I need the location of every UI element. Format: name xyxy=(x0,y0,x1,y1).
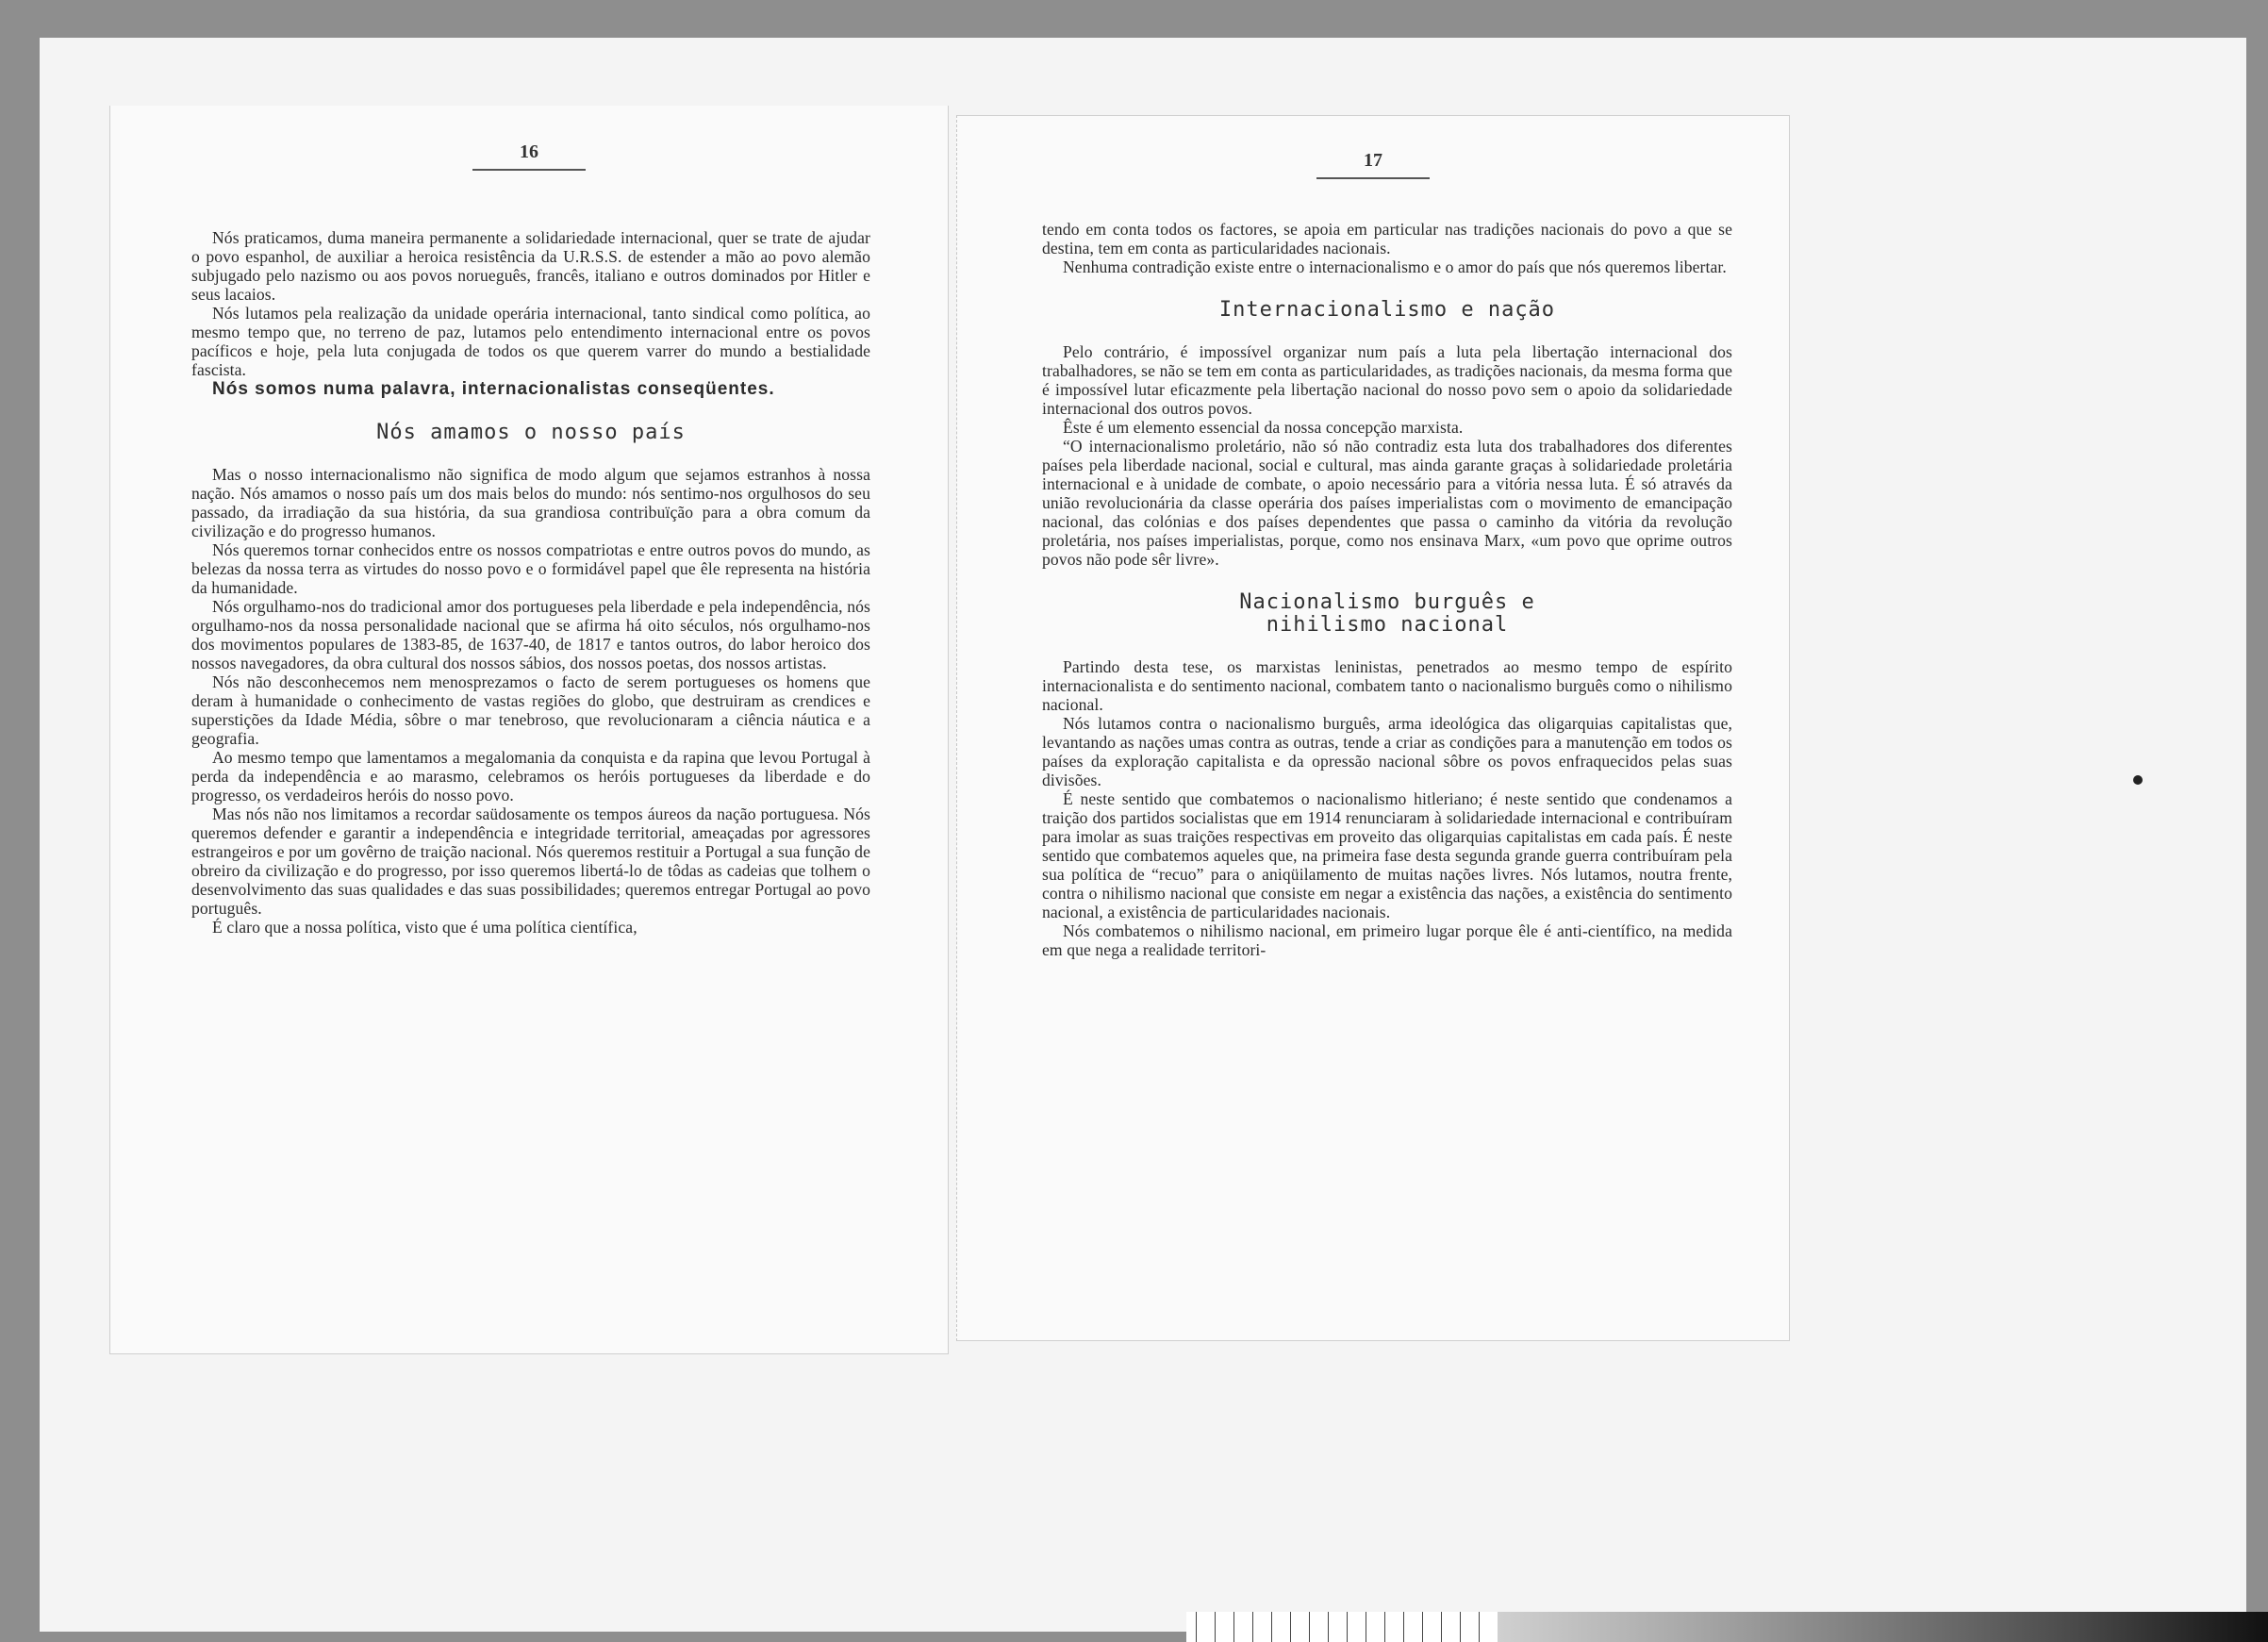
right-s2-paragraph-3: É neste sentido que combatemos o nacionalismo hitleriano; é neste sentido que condenamos a traição dos partidos socialistas que em 1914 renunciaram à solidariedade internacional e contribuíram para imolar as suas traições respectivas em proveito das oligarquias capitalistas em cada país. É neste sentido que combatemos aqueles que, na primeira fase desta segunda grande guerra contribuíram pela sua política de “recuo” para o aniqüilamento de muitas nações livres. Nós lutamos, noutra frente, contra o nihilismo nacional que consiste em negar a existência das nações, a existência do sentimento nacional, a existência de particularidades nacionais. xyxy=(1042,789,1732,921)
right-page xyxy=(956,115,1790,1341)
left-bold-statement: Nós somos numa palavra, internacionalistas conseqüentes. xyxy=(212,379,775,399)
right-s1-paragraph-3: “O internacionalismo proletário, não só não contradiz esta luta dos trabalhadores dos diferentes países pela liberdade nacional, social e cultural, mas ainda garante graças à solidariedade proletária internacional e à unidade de combate, o apoio necessário para a vitória nessa luta. É só através da união revolucionária da classe operária dos países imperialistas com o movimento de emancipação nacional, das colónias e dos países dependentes que passa o caminho da vitória da revolução proletária, nos países imperialistas, porque, como nos ensinava Marx, «um povo que oprime outros povos não pode sêr livre». xyxy=(1042,437,1732,569)
left-section-paragraph-6: Mas nós não nos limitamos a recordar saüdosamente os tempos áureos da nação portuguesa. Nós queremos defender e garantir a independência e integridade territorial, ameaçadas por agressores estrangeiros e por um govêrno de traição nacional. Nós queremos restituir a Portugal a sua função de obreiro da civilização e do progresso, por isso queremos libertá-lo de tôdas as cadeias que tolhem o desenvolvimento das suas qualidades e das suas possibilidades; queremos entregar Portugal ao povo português. xyxy=(191,804,870,918)
right-s2-paragraph-4: Nós combatemos o nihilismo nacional, em primeiro lugar porque êle é anti-científico, na medida em que nega a realidade territori- xyxy=(1042,921,1732,959)
left-section-paragraph-2: Nós queremos tornar conhecidos entre os nossos compatriotas e entre outros povos do mundo, as belezas da nossa terra as virtudes do nosso povo e o formidável papel que êle representa na história da humanidade. xyxy=(191,540,870,597)
gray-gradient-bar xyxy=(1498,1612,2268,1642)
left-section-paragraph-5: Ao mesmo tempo que lamentamos a megalomania da conquista e da rapina que levou Portugal à perda da independência e ao marasmo, celebramos os heróis portugueses da liberdade e do progresso, os verdadeiros heróis do nosso povo. xyxy=(191,748,870,804)
left-paragraph-2: Nós lutamos pela realização da unidade operária internacional, tanto sindical como política, ao mesmo tempo que, no terreno de paz, lutamos pelo entendimento internacional entre os povos pacíficos e hoje, pela luta conjugada de todos os que querem varrer do mundo a bestialidade fascista. xyxy=(191,304,870,379)
left-page xyxy=(109,106,949,1354)
section-title-nos-amamos: Nós amamos o nosso país xyxy=(376,421,686,444)
right-column xyxy=(1042,220,1732,959)
page-number-left: 16 xyxy=(472,141,586,171)
left-section-paragraph-1: Mas o nosso internacionalismo não significa de modo algum que sejamos estranhos à nossa nação. Nós amamos o nosso país um dos mais belos do mundo: nós sentimo-nos orgulhosos do seu passado, da irradiação da sua história, da sua grandiosa contribuïção para a obra comum da civilização e do progresso humanos. xyxy=(191,465,870,540)
right-s2-paragraph-2: Nós lutamos contra o nacionalismo burguês, arma ideológica das oligarquias capitalistas que, levantando as nações umas contra as outras, tende a criar as condições para a manutenção em todos os países da exploração capitalista e da opressão nacional sôbre os povos enfraquecidos pelas suas divisões. xyxy=(1042,714,1732,789)
left-section-paragraph-7: É claro que a nossa política, visto que é uma política científica, xyxy=(212,918,637,937)
section-title-internacionalismo: Internacionalismo e nação xyxy=(1218,298,1556,322)
left-column xyxy=(191,228,870,937)
section-title-nacionalismo-line1: Nacionalismo burguês e xyxy=(1239,590,1535,614)
left-section-paragraph-3: Nós orgulhamo-nos do tradicional amor dos portugueses pela liberdade e pela independência, nós orgulhamo-nos da nossa personalidade nacional que se afirma há oito séculos, nós orgulhamo-nos dos movimentos populares de 1383-85, de 1637-40, de 1817 e tantos outros, do labor heroico dos nossos navegadores, da obra cultural dos nossos sábios, dos nossos poetas, dos nossos artistas. xyxy=(191,597,870,672)
scanner-sheet xyxy=(40,38,2246,1632)
right-paragraph-1: tendo em conta todos os factores, se apoia em particular nas tradições nacionais do povo a que se destina, tem em conta as particularidades nacionais. xyxy=(1042,220,1732,257)
left-section-paragraph-4: Nós não desconhecemos nem menosprezamos o facto de serem portugueses os homens que deram à humanidade o conhecimento de vastas regiões do globo, que destruiram as crendices e superstições da Idade Média, sôbre o mar tenebroso, que revolucionaram a ciência náutica e a geografia. xyxy=(191,672,870,748)
right-paragraph-2: Nenhuma contradição existe entre o internacionalismo e o amor do país que nós queremos libertar. xyxy=(1063,257,1727,276)
page-number-right: 17 xyxy=(1316,150,1430,179)
right-s2-paragraph-1: Partindo desta tese, os marxistas leninistas, penetrados ao mesmo tempo de espírito internacionalista e do sentimento nacional, combatem tanto o nacionalismo burguês como o nihilismo nacional. xyxy=(1042,657,1732,714)
section-title-nacionalismo-line2: nihilismo nacional xyxy=(1266,613,1509,637)
right-s1-paragraph-2: Êste é um elemento essencial da nossa concepção marxista. xyxy=(1063,418,1464,437)
left-paragraph-1: Nós praticamos, duma maneira permanente a solidariedade internacional, quer se trate de ajudar o povo espanhol, de auxiliar a heroica resistência da U.R.S.S. de estender a mão ao povo alemão subjugado pelo nazismo ou aos povos norueguês, francês, italiano e outros dominados por Hitler e seus lacaios. xyxy=(191,228,870,304)
grayscale-calibration-strip xyxy=(1186,1612,2268,1642)
scale-ticks xyxy=(1186,1612,1498,1642)
ink-dot xyxy=(2133,775,2143,785)
right-s1-paragraph-1: Pelo contrário, é impossível organizar num país a luta pela libertação internacional dos trabalhadores, se não se tem em conta as particularidades, as tradições nacionais, da mesma forma que é impossível lutar eficazmente pela libertação nacional do nosso povo sem o apoio da solidariedade internacional dos outros povos. xyxy=(1042,342,1732,418)
section-title-nacionalismo xyxy=(1042,591,1732,637)
